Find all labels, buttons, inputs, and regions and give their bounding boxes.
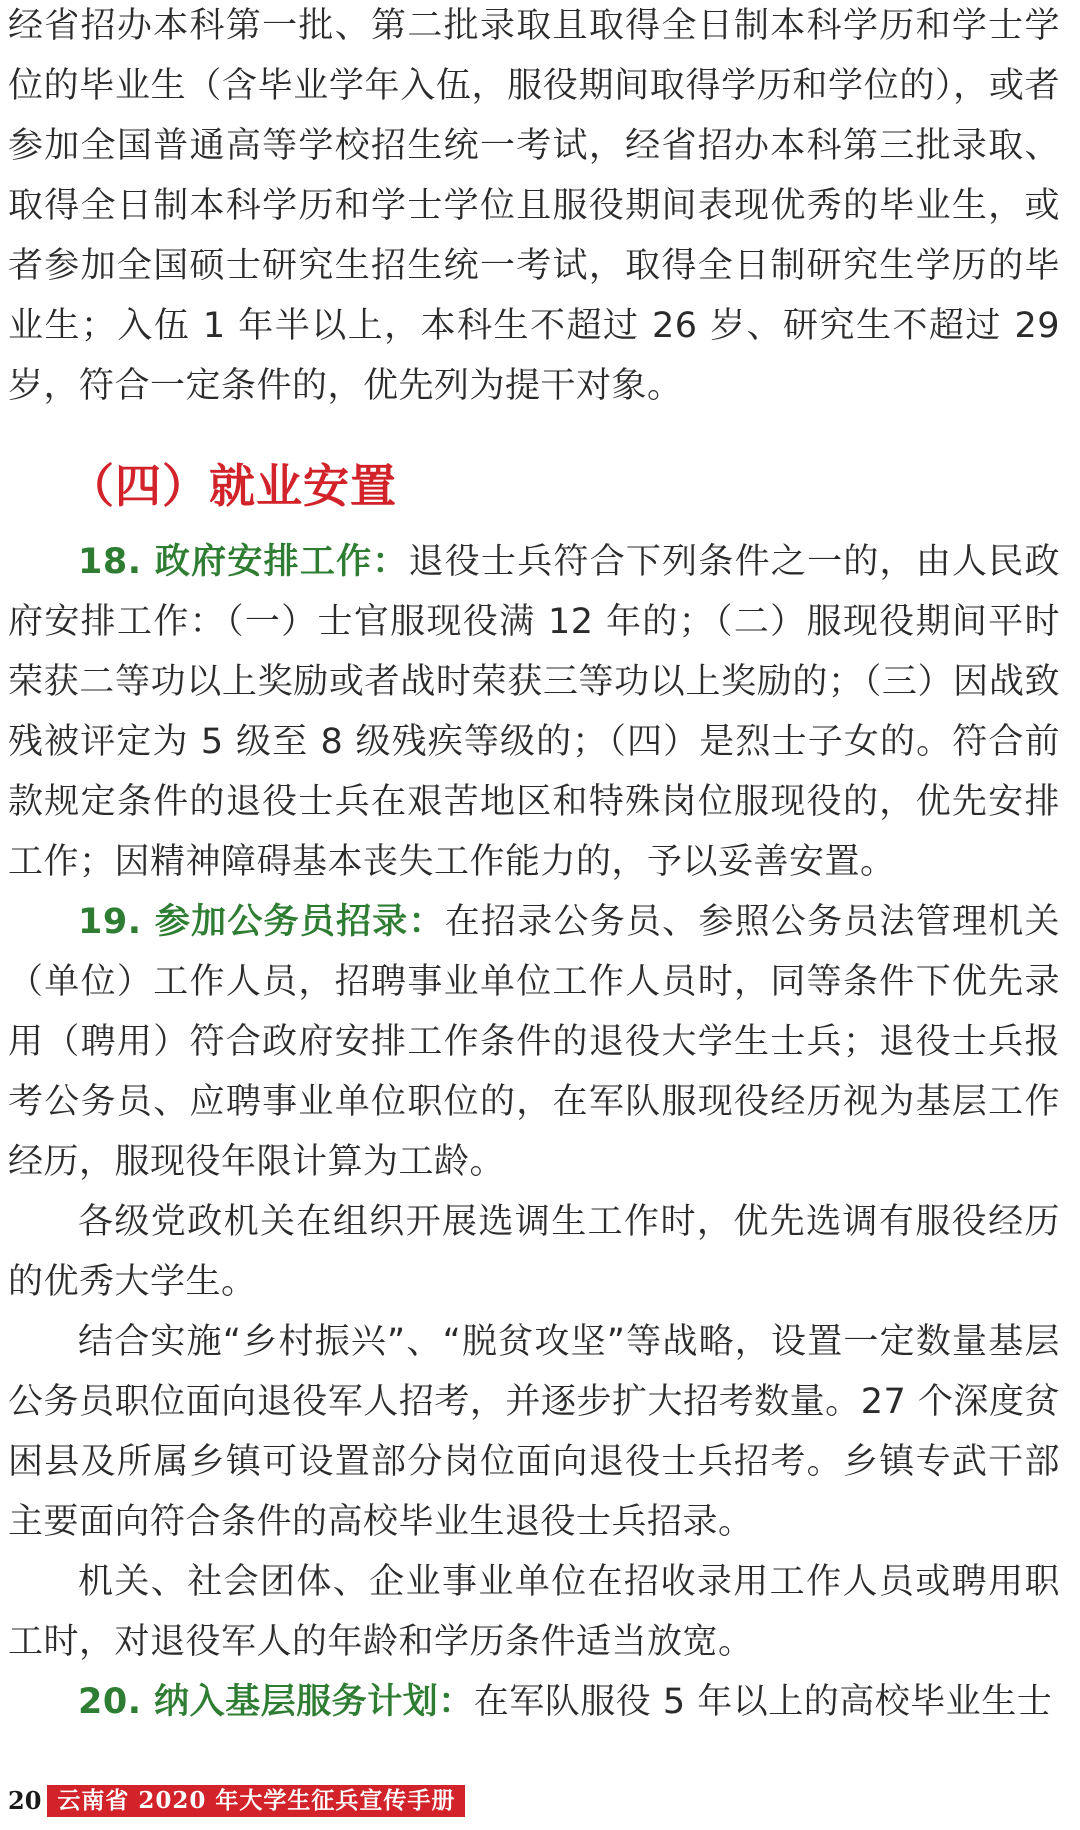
item-20-text: 在军队服役 5 年以上的高校毕业生士: [473, 1682, 1053, 1722]
page-footer: [8, 1783, 465, 1819]
age-education-paragraph: 机关、社会团体、企业事业单位在招收录用工作人员或聘用职工时，对退役军人的年龄和学历条件适当放宽。: [8, 1562, 1060, 1662]
section-heading: （四）就业安置: [68, 459, 397, 513]
intro-paragraph: 经省招办本科第一批、第二批录取且取得全日制本科学历和学士学位的毕业生（含毕业学年入伍，服役期间取得学历和学位的），或者参加全国普通高等学校招生统一考试，经省招办本科第三批录取、取得全日制本科学历和学士学位且服役期间表现优秀的毕业生，或者参加全国硕士研究生招生统一考试，取得全日制研究生学历的毕业生；入伍 1 年半以上，本科生不超过 26 岁、研究生不超过 29 岁，符合一定条件的，优先列为提干对象。: [8, 6, 1060, 406]
item-19-label: 19. 参加公务员招录：: [78, 902, 445, 942]
item-20-label: 20. 纳入基层服务计划：: [78, 1682, 474, 1722]
item-18-paragraph: [8, 532, 1060, 892]
item-18-label: 18. 政府安排工作：: [78, 542, 409, 582]
item-19-text: 在招录公务员、参照公务员法管理机关（单位）工作人员，招聘事业单位工作人员时，同等条件下优先录用（聘用）符合政府安排工作条件的退役大学生士兵；退役士兵报考公务员、应聘事业单位职位的，在军队服现役经历视为基层工作经历，服现役年限计算为工龄。: [8, 902, 1060, 1182]
item-18-text: 退役士兵符合下列条件之一的，由人民政府安排工作：（一）士官服现役满 12 年的；（二）服现役期间平时荣获二等功以上奖励或者战时荣获三等功以上奖励的；（三）因战致残被评定为 5 级至 8 级残疾等级的；（四）是烈士子女的。符合前款规定条件的退役士兵在艰苦地区和特殊岗位服现役的，优先安排工作；因精神障碍基本丧失工作能力的，予以妥善安置。: [8, 542, 1060, 882]
page-number: 20: [8, 1786, 42, 1815]
item-19-paragraph: [8, 892, 1060, 1192]
rural-revitalization-paragraph: 结合实施“乡村振兴”、“脱贫攻坚”等战略，设置一定数量基层公务员职位面向退役军人招考，并逐步扩大招考数量。27 个深度贫困县及所属乡镇可设置部分岗位面向退役士兵招考。乡镇专武干部主要面向符合条件的高校毕业生退役士兵招录。: [8, 1322, 1060, 1542]
selection-paragraph: 各级党政机关在组织开展选调生工作时，优先选调有服役经历的优秀大学生。: [8, 1202, 1060, 1302]
footer-title-banner: 云南省 2020 年大学生征兵宣传手册: [47, 1785, 465, 1817]
item-20-paragraph: [8, 1672, 1060, 1732]
